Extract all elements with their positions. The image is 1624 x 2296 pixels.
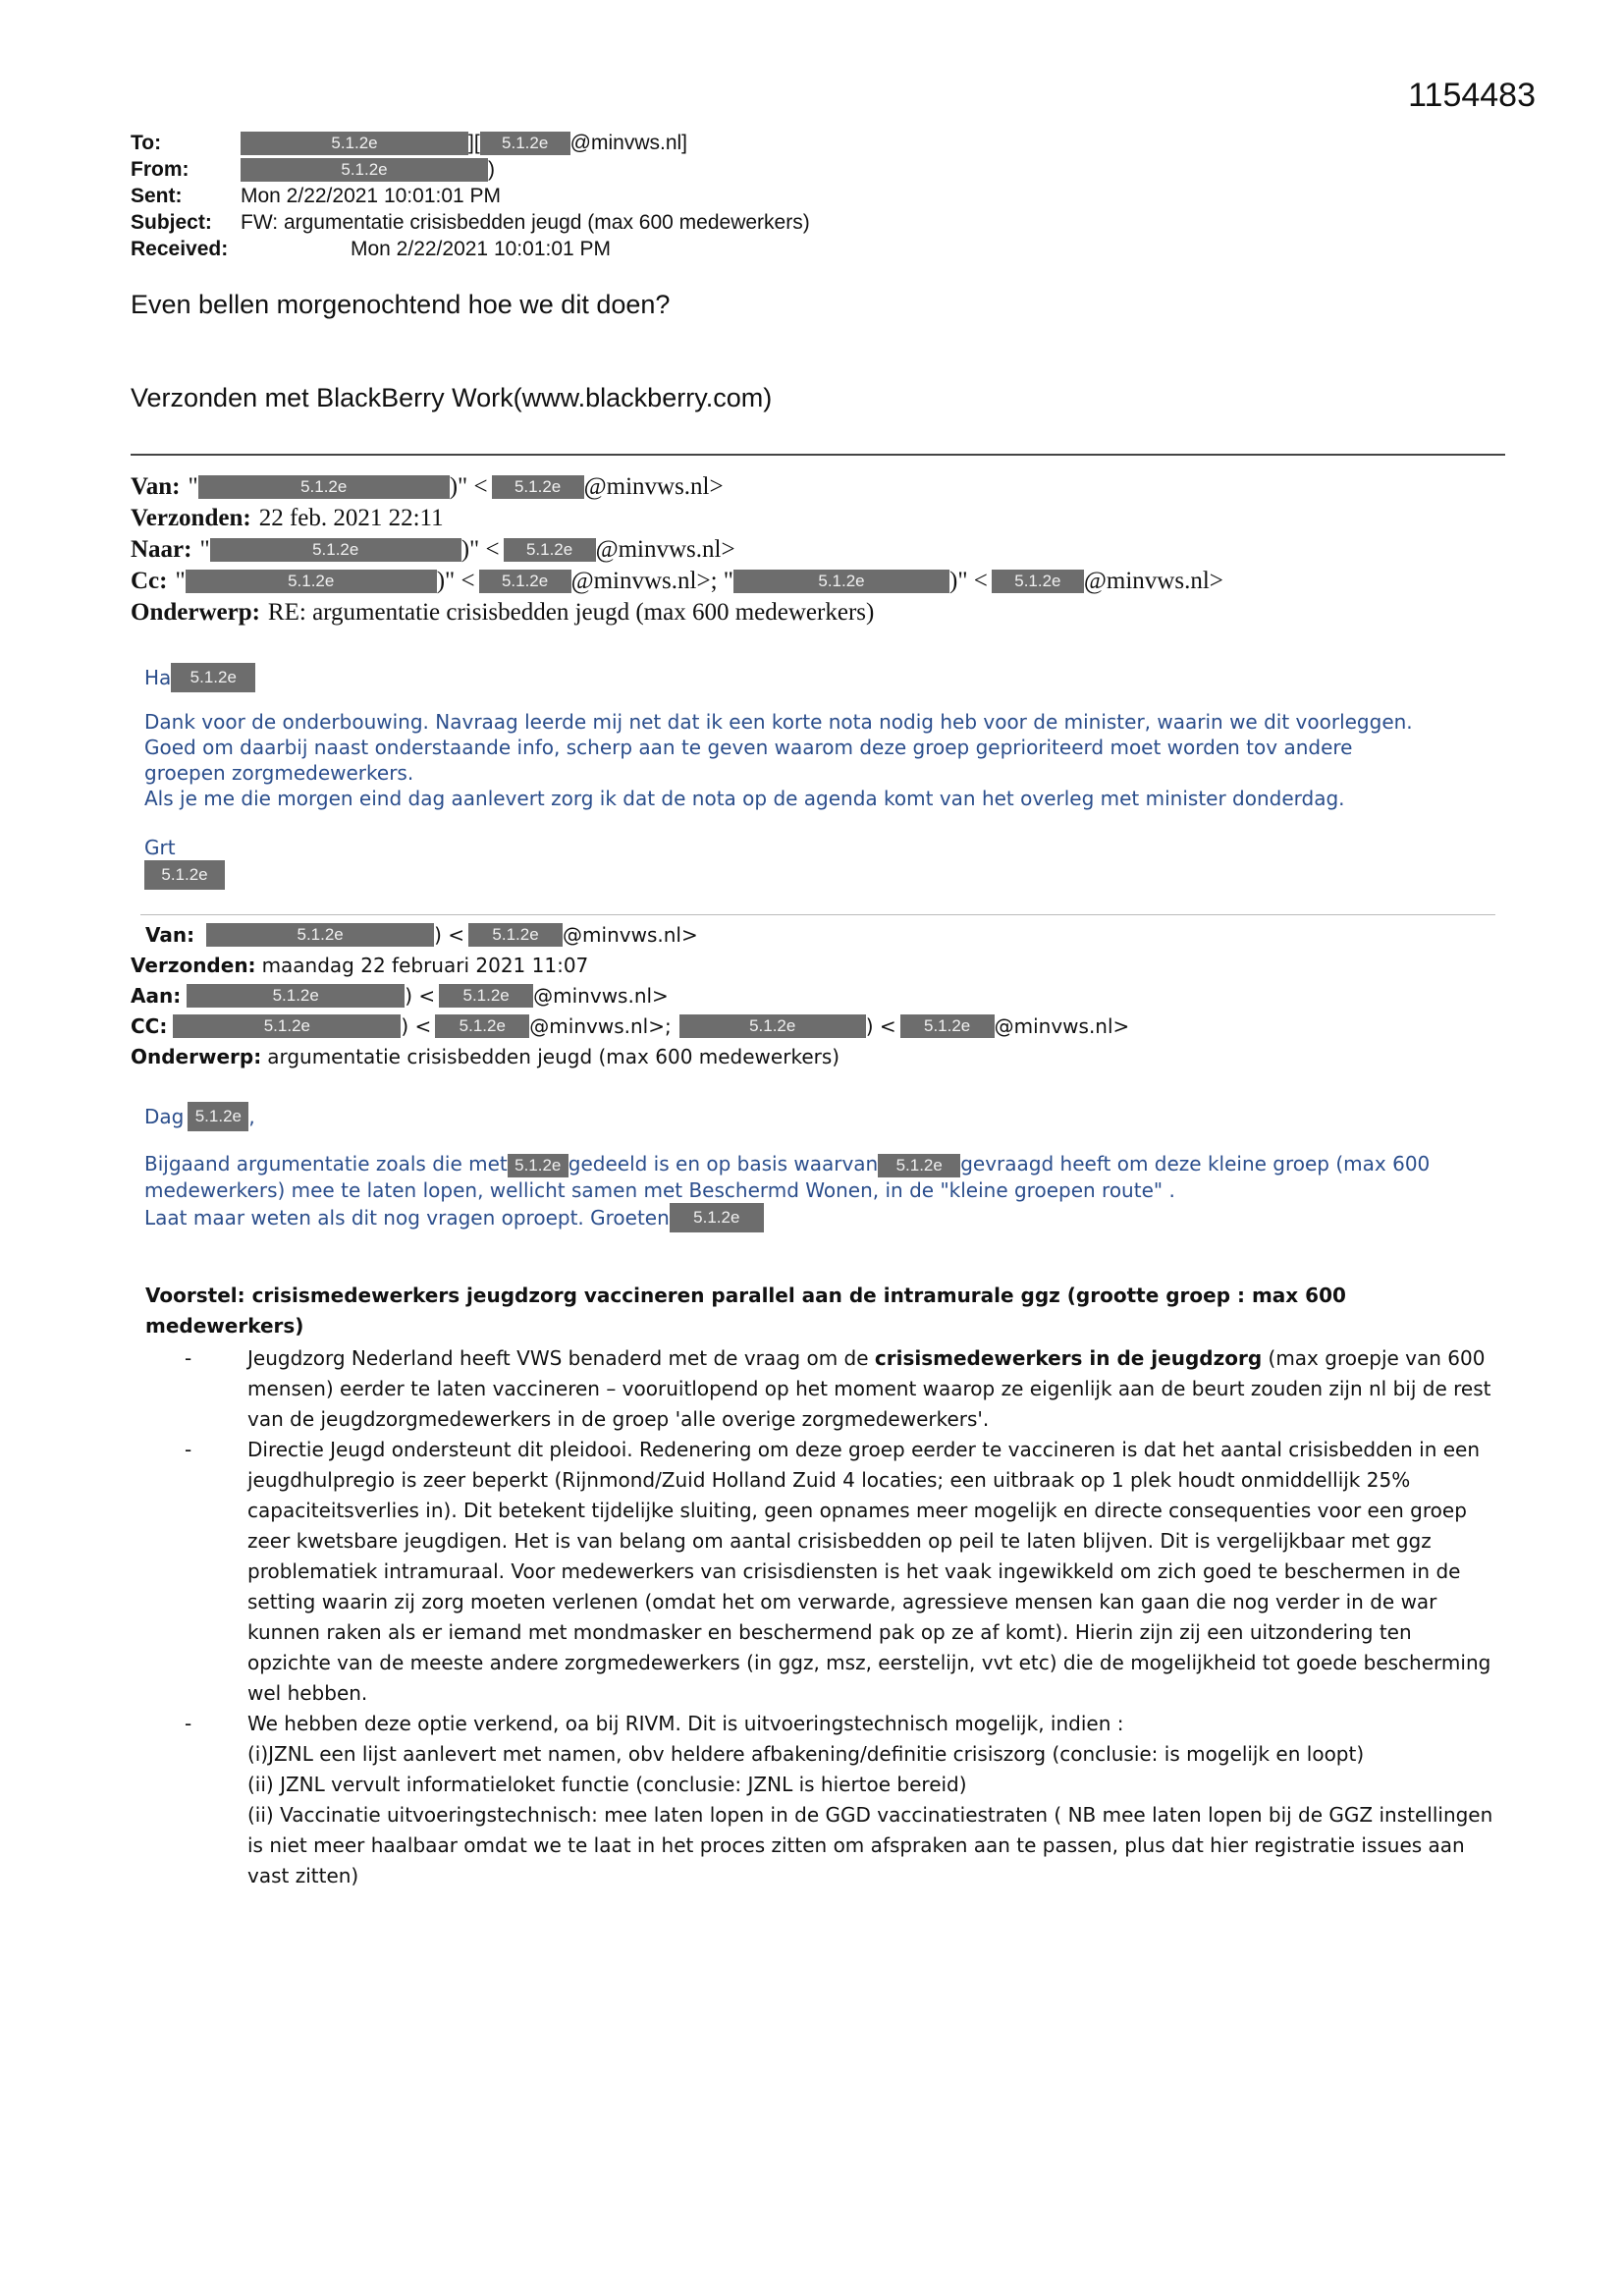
from-row [131, 156, 810, 183]
sent-row [131, 183, 810, 209]
to-label: To: [131, 131, 162, 154]
from-label: From: [131, 157, 189, 181]
orig-onderwerp-row [131, 1041, 1129, 1071]
received-value: Mon 2/22/2021 10:01:01 PM [351, 237, 612, 260]
original-header [131, 919, 1129, 1071]
received-label: Received: [131, 237, 229, 260]
redaction-box: 5.1.2e [468, 923, 563, 947]
bullet-line: (ii) Vaccinatie uitvoeringstechnisch: mee laten lopen in de GGD vaccinatiestraten ( NB mee laten lopen bij de GGZ instellingen is niet meer haalbaar omdat we te laat in het proces zitten om afspraken aan te passen, plus dat hier registratie issues aan vast zitten) [247, 1803, 1493, 1887]
reply-naar-row [131, 534, 1223, 566]
bullet-line: (ii) JZNL vervult informatieloket functie (conclusie: JZNL is hiertoe bereid) [247, 1773, 967, 1796]
orig-verzonden-row [131, 950, 1129, 980]
text-run: Bijgaand argumentatie zoals die met [144, 1152, 508, 1175]
orig-aan-label: Aan: [131, 983, 182, 1008]
angle-open: ) < [434, 922, 465, 947]
text-run: (max groepje van 600 mensen) eerder te laten vaccineren – vooruitlopend op het moment waarop ze eigenlijk aan de beurt zouden zijn nl bij de rest van de jeugdzorgmedewerkers in de groep 'alle overige zorgmedewerkers'. [247, 1346, 1491, 1431]
reply-onderwerp-label: Onderwerp: [131, 599, 260, 626]
redaction-box: 5.1.2e [186, 570, 437, 593]
text-run: gevraagd heeft om deze kleine groep (max 600 [960, 1152, 1431, 1175]
redaction-box: 5.1.2e [670, 1203, 764, 1232]
email-domain: @minvws.nl> [563, 922, 698, 947]
redaction-box: 5.1.2e [435, 1014, 529, 1038]
orig-verzonden-value: maandag 22 februari 2021 11:07 [261, 953, 589, 977]
from-suffix: ) [488, 157, 495, 181]
proposal-bullet [145, 1709, 1500, 1891]
proposal-bullet [145, 1343, 1500, 1435]
orig-cc-label: CC: [131, 1013, 168, 1038]
proposal-section [145, 1281, 1500, 1891]
redaction-box: 5.1.2e [878, 1154, 960, 1177]
angle-open: ) < [865, 1013, 896, 1038]
redaction-box: 5.1.2e [508, 1154, 568, 1177]
reply-verzonden-row [131, 503, 1223, 534]
orig-verzonden-label: Verzonden: [131, 953, 256, 977]
name-close: )" < [460, 536, 500, 563]
name-close: )" < [436, 568, 475, 594]
redaction-box: 5.1.2e [241, 132, 468, 155]
divider [140, 914, 1495, 915]
redaction-box: 5.1.2e [188, 1102, 248, 1131]
redaction-box: 5.1.2e [992, 570, 1084, 593]
redaction-box: 5.1.2e [173, 1014, 401, 1038]
received-row [131, 236, 810, 262]
reply-naar-label: Naar: [131, 536, 192, 563]
orig-greeting [144, 1102, 1519, 1131]
reply-header [131, 471, 1223, 629]
angle-open: ) < [405, 983, 436, 1008]
redaction-box: 5.1.2e [733, 570, 949, 593]
text-run: Jeugdzorg Nederland heeft VWS benaderd met de vraag om de [247, 1346, 875, 1370]
bullet-dash: - [185, 1712, 192, 1735]
orig-cc-row [131, 1011, 1129, 1041]
redaction-box: 5.1.2e [679, 1014, 866, 1038]
reply-verzonden-value: 22 feb. 2021 22:11 [258, 505, 444, 531]
redaction-box: 5.1.2e [479, 570, 571, 593]
orig-paragraph-line [144, 1151, 1519, 1177]
reply-onderwerp-value: RE: argumentatie crisisbedden jeugd (max 600 medewerkers) [267, 599, 875, 626]
reply-cc-label: Cc: [131, 568, 168, 594]
orig-aan-row [131, 980, 1129, 1011]
reply-onderwerp-row [131, 597, 1223, 629]
email-domain: @minvws.nl>; [529, 1013, 672, 1038]
subject-value: FW: argumentatie crisisbedden jeugd (max 600 medewerkers) [241, 210, 810, 234]
email-domain: @minvws.nl> [595, 536, 735, 563]
redaction-box: 5.1.2e [210, 538, 461, 562]
email-domain: @minvws.nl> [583, 473, 724, 500]
greeting-comma: , [248, 1105, 255, 1128]
text-run: Laat maar weten als dit nog vragen oproept. Groeten [144, 1205, 670, 1230]
subject-row [131, 209, 810, 236]
angle-open: ) < [401, 1013, 432, 1038]
to-row [131, 130, 810, 156]
to-separator: ][ [468, 131, 480, 154]
bullet-text [226, 1709, 1500, 1891]
sent-label: Sent: [131, 184, 183, 207]
email-domain: @minvws.nl> [1083, 568, 1223, 594]
reply-body [144, 663, 1509, 890]
orig-van-row [131, 919, 1129, 950]
orig-paragraph-line [144, 1203, 1519, 1232]
reply-closing: Grt [144, 836, 176, 859]
reply-greeting [144, 663, 1509, 692]
cc-separator: @minvws.nl>; " [570, 568, 733, 594]
bullet-text [226, 1343, 1500, 1435]
orig-onderwerp-value: argumentatie crisisbedden jeugd (max 600 medewerkers) [267, 1044, 840, 1068]
signature: Verzonden met BlackBerry Work(www.blackberry.com) [131, 383, 773, 412]
redaction-box: 5.1.2e [144, 860, 225, 890]
quote: " [188, 473, 198, 500]
bullet-line: We hebben deze optie verkend, oa bij RIVM. Dit is uitvoeringstechnisch mogelijk, indien : [247, 1712, 1124, 1735]
greeting-text: Dag [144, 1105, 185, 1128]
redaction-box: 5.1.2e [171, 663, 255, 692]
document-id: 1154483 [1408, 77, 1536, 114]
sent-value: Mon 2/22/2021 10:01:01 PM [241, 184, 502, 207]
reply-paragraph: Als je me die morgen eind dag aanlevert zorg ik dat de nota op de agenda komt van het overleg met minister donderdag. [144, 787, 1345, 810]
reply-van-row [131, 471, 1223, 503]
text-run-bold: crisismedewerkers in de jeugdzorg [874, 1346, 1263, 1370]
redaction-box: 5.1.2e [439, 984, 533, 1008]
reply-paragraph: groepen zorgmedewerkers. [144, 761, 414, 785]
orig-paragraph-line: medewerkers) mee te laten lopen, wellicht samen met Beschermd Wonen, in de "kleine groepen route" . [144, 1177, 1175, 1202]
bullet-dash: - [185, 1438, 192, 1461]
reply-signature [144, 860, 1509, 890]
redaction-box: 5.1.2e [480, 132, 570, 155]
redaction-box: 5.1.2e [504, 538, 596, 562]
divider [131, 454, 1505, 456]
name-close: )" < [949, 568, 988, 594]
redaction-box: 5.1.2e [187, 984, 405, 1008]
forward-header [131, 130, 810, 262]
redaction-box: 5.1.2e [206, 923, 434, 947]
bullet-text: Directie Jeugd ondersteunt dit pleidooi. Redenering om deze groep eerder te vaccineren is dat het aantal crisisbedden in een jeugdhulpregio is zeer beperkt (Rijnmond/Zuid Holland Zuid 4 locaties; een uitbraak op 1 plek houdt onmiddellijk 25% capaciteitsverlies in). Dit betekent tijdelijke sluiting, geen opnames meer mogelijk en directe consequenties voor een groep zeer kwetsbare jeugdigen. Het is van belang om aantal crisisbedden op peil te laten blijven. Dit is vergelijkbaar met ggz problematiek intramuraal. Voor medewerkers van crisisdiensten is het vaak ingewikkeld om zich goed te beschermen in de setting waarin zij zorg moeten verlenen (omdat het om verwarde, agressieve mensen kan gaan die nog verder in de war kunnen raken als er iemand met mondmasker en beschermend pak op ze af komt). Hierin zijn zij een uitzondering ten opzichte van de meeste andere zorgmedewerkers (in ggz, msz, eerstelijn, vvt etc) die de mogelijkheid tot goede bescherming wel hebben. [247, 1438, 1491, 1705]
redaction-box: 5.1.2e [900, 1014, 995, 1038]
orig-onderwerp-label: Onderwerp: [131, 1044, 262, 1068]
redaction-box: 5.1.2e [492, 475, 584, 499]
email-domain: @minvws.nl> [994, 1013, 1130, 1038]
name-close: )" < [449, 473, 488, 500]
body-line: Even bellen morgenochtend hoe we dit doen? [131, 290, 671, 319]
quote: " [175, 568, 186, 594]
proposal-title: Voorstel: crisismedewerkers jeugdzorg vaccineren parallel aan de intramurale ggz (grootte groep : max 600 medewerkers) [145, 1284, 1346, 1338]
reply-van-label: Van: [131, 473, 181, 500]
greeting-text: Ha [144, 666, 172, 689]
redaction-box: 5.1.2e [198, 475, 450, 499]
bullet-line: (i)JZNL een lijst aanlevert met namen, obv heldere afbakening/definitie crisiszorg (conclusie: is mogelijk en loopt) [247, 1742, 1365, 1766]
email-domain: @minvws.nl> [533, 983, 669, 1008]
quote: " [199, 536, 210, 563]
subject-label: Subject: [131, 210, 212, 234]
redaction-box: 5.1.2e [241, 158, 488, 182]
reply-paragraph: Dank voor de onderbouwing. Navraag leerde mij net dat ik een korte nota nodig heb voor de minister, waarin we dit voorleggen. [144, 710, 1413, 734]
reply-cc-row [131, 566, 1223, 597]
to-email-domain: @minvws.nl] [569, 131, 688, 154]
orig-van-label: Van: [145, 922, 195, 947]
reply-paragraph: Goed om daarbij naast onderstaande info, scherp aan te geven waarom deze groep geprioriteerd moet worden tov andere [144, 736, 1353, 759]
bullet-dash: - [185, 1346, 192, 1370]
proposal-bullet [145, 1435, 1500, 1709]
reply-verzonden-label: Verzonden: [131, 505, 251, 531]
text-run: gedeeld is en op basis waarvan [568, 1152, 879, 1175]
original-body [144, 1102, 1519, 1232]
